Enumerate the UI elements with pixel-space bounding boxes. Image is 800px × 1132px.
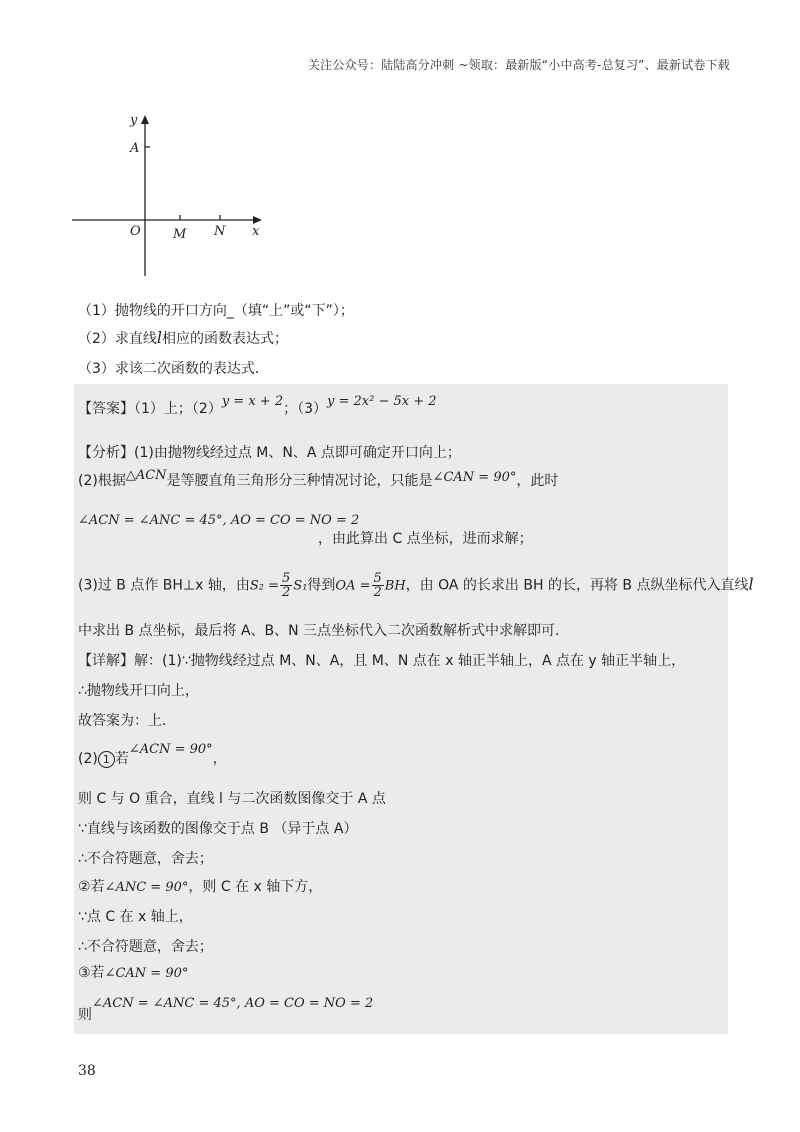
analysis-2-b: 是等腰直角三角形分三种情况讨论，只能是 bbox=[166, 473, 433, 489]
angle-ACN-90: ∠ACN = 90° bbox=[128, 742, 213, 757]
page-header: 关注公众号：陆陆高分冲刺 ~领取：最新版“小中高考-总复习”、最新试卷下载 bbox=[307, 58, 730, 72]
analysis-4-c: ，由 OA 的长求出 BH 的长，再将 B 点纵坐标代入直线 bbox=[405, 577, 749, 594]
detail-line-9: ∵点 C 在 x 轴上， bbox=[78, 909, 193, 925]
point-N-label: N bbox=[214, 224, 226, 239]
detail-line-2: ∴抛物线开口向上， bbox=[78, 683, 199, 699]
analysis-line-2 bbox=[78, 470, 558, 490]
question-2-text-a: （2）求直线 bbox=[78, 331, 157, 347]
detail-4-prefix: (2) bbox=[78, 751, 98, 767]
detail-formula: ∠ACN = ∠ANC = 45°, AO = CO = NO = 2 bbox=[92, 996, 374, 1011]
x-axis bbox=[72, 216, 262, 224]
question-2 bbox=[78, 328, 288, 348]
question-3: （3）求该二次函数的表达式． bbox=[78, 361, 269, 377]
analysis-line-1: 【分析】(1)由抛物线经过点 M、N、A 点即可确定开口向上； bbox=[78, 445, 461, 461]
angle-CAN-90: ∠CAN = 90° bbox=[104, 966, 189, 981]
point-A-label: A bbox=[130, 141, 140, 156]
fraction-5-2: $\frac{5}{2}$ bbox=[282, 571, 291, 600]
analysis-2-c: ，此时 bbox=[516, 473, 559, 489]
detail-line-6: ∵直线与该函数的图像交于点 B （异于点 A） bbox=[78, 821, 358, 837]
analysis-formula: ∠ACN = ∠ANC = 45°, AO = CO = NO = 2 bbox=[78, 513, 360, 528]
s1-symbol: S₁ bbox=[293, 578, 308, 594]
analysis-4-b: 得到 bbox=[307, 577, 336, 594]
line-l-symbol-2: l bbox=[748, 574, 754, 594]
origin-label: O bbox=[130, 224, 141, 239]
detail-line-11 bbox=[78, 962, 188, 982]
coordinate-figure bbox=[70, 110, 270, 280]
analysis-line-4 bbox=[78, 572, 754, 599]
triangle-ACN: △ACN bbox=[125, 468, 167, 483]
detail-line-1: 【详解】解：(1)∵抛物线经过点 M、N、A，且 M、N 点在 x 轴正半轴上，A 点在 y 轴正半轴上， bbox=[78, 653, 686, 669]
detail-line-10: ∴不合符题意，舍去； bbox=[78, 939, 213, 955]
analysis-2-a: (2)根据 bbox=[78, 473, 126, 489]
detail-line-8 bbox=[78, 876, 322, 896]
question-1: （1）抛物线的开口方向_（填“上”或“下”）； bbox=[78, 303, 354, 319]
circled-number-1: 1 bbox=[98, 751, 115, 768]
answer-part1: （1）上；（2） bbox=[134, 401, 222, 417]
detail-11-a: ③若 bbox=[78, 965, 105, 981]
bh-symbol: BH bbox=[384, 578, 406, 594]
fraction-5-2-second: $\frac{5}{2}$ bbox=[373, 571, 382, 600]
answer-formula-line: y = x + 2 bbox=[221, 394, 284, 409]
analysis-line-3-formula bbox=[78, 512, 359, 528]
detail-4-ruo: 若 bbox=[114, 751, 129, 767]
detail-4-comma: ， bbox=[212, 751, 227, 767]
detail-line-12 bbox=[78, 992, 374, 1023]
oa-symbol: OA = bbox=[335, 578, 371, 594]
analysis-4-a: (3)过 B 点作 BH⊥x 轴，由 bbox=[78, 577, 250, 594]
detail-8-a: ②若 bbox=[78, 879, 105, 895]
page-number: 38 bbox=[78, 1063, 96, 1079]
detail-8-b: ，则 C 在 x 轴下方， bbox=[188, 879, 323, 895]
x-axis-label: x bbox=[252, 224, 260, 239]
y-axis-label: y bbox=[130, 113, 138, 128]
point-M-label: M bbox=[173, 227, 187, 242]
answer-part2: ；（3） bbox=[283, 401, 328, 417]
angle-ANC-90: ∠ANC = 90° bbox=[104, 880, 189, 895]
y-axis bbox=[141, 115, 149, 276]
question-2-text-b: 相应的函数表达式； bbox=[162, 331, 289, 347]
detail-line-5: 则 C 与 O 重合，直线 l 与二次函数图像交于 A 点 bbox=[78, 791, 386, 807]
angle-CAN: ∠CAN = 90° bbox=[432, 470, 517, 485]
answer-label: 【答案】 bbox=[78, 401, 134, 417]
detail-line-4 bbox=[78, 742, 227, 768]
answer-line bbox=[78, 394, 437, 418]
analysis-line-3-text: ，由此算出 C 点坐标，进而求解； bbox=[318, 531, 533, 547]
detail-line-3: 故答案为：上． bbox=[78, 713, 176, 729]
detail-12-ze: 则 bbox=[78, 1007, 92, 1023]
analysis-line-5: 中求出 B 点坐标，最后将 A、B、N 三点坐标代入二次函数解析式中求解即可. bbox=[78, 623, 560, 639]
detail-line-7: ∴不合符题意，舍去； bbox=[78, 851, 213, 867]
answer-formula-quadratic: y = 2x² − 5x + 2 bbox=[327, 394, 437, 409]
s2-symbol: S₂ = bbox=[249, 578, 280, 594]
line-l-symbol: l bbox=[156, 328, 163, 347]
